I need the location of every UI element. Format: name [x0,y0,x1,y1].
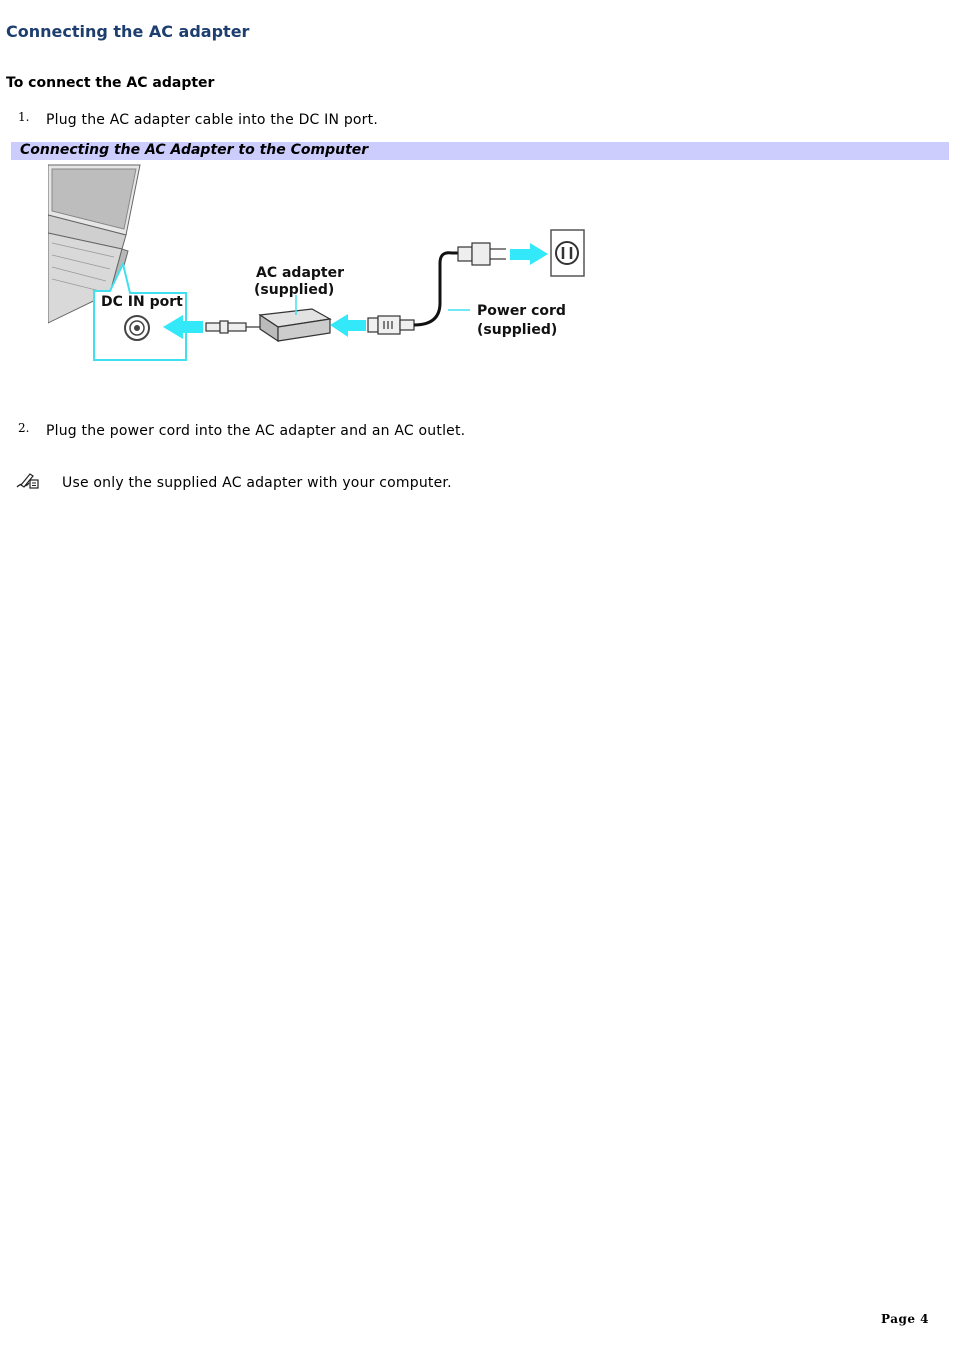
step-number: 2. [18,421,30,435]
dc-in-port-label: DC IN port [101,294,183,310]
figure-caption-bar [11,142,949,160]
wall-outlet-icon [551,230,584,276]
dc-plug [206,321,260,333]
wall-plug [458,243,506,265]
step-text: Plug the AC adapter cable into the DC IN port. [46,112,378,128]
ac-adapter-illustration [48,163,608,383]
ac-adapter-brick [260,295,330,341]
power-cord-label-2: (supplied) [477,322,558,338]
note-pencil-icon [15,471,41,491]
step-number: 1. [18,110,30,124]
note-text: Use only the supplied AC adapter with your computer. [62,475,452,491]
page-number: Page 4 [881,1312,930,1326]
power-cord-label-1: Power cord [477,303,566,319]
page-title: Connecting the AC adapter [6,22,250,41]
ac-adapter-label-2: (supplied) [254,282,335,298]
ac-adapter-label-1: AC adapter [256,265,345,281]
section-heading: To connect the AC adapter [6,75,215,91]
arrow-to-adapter [330,314,366,337]
arrow-to-outlet [510,243,548,265]
figure-caption: Connecting the AC Adapter to the Computer [20,142,369,158]
step-text: Plug the power cord into the AC adapter and an AC outlet. [46,423,466,439]
power-cord-connector [368,316,414,334]
power-cord [414,253,458,325]
